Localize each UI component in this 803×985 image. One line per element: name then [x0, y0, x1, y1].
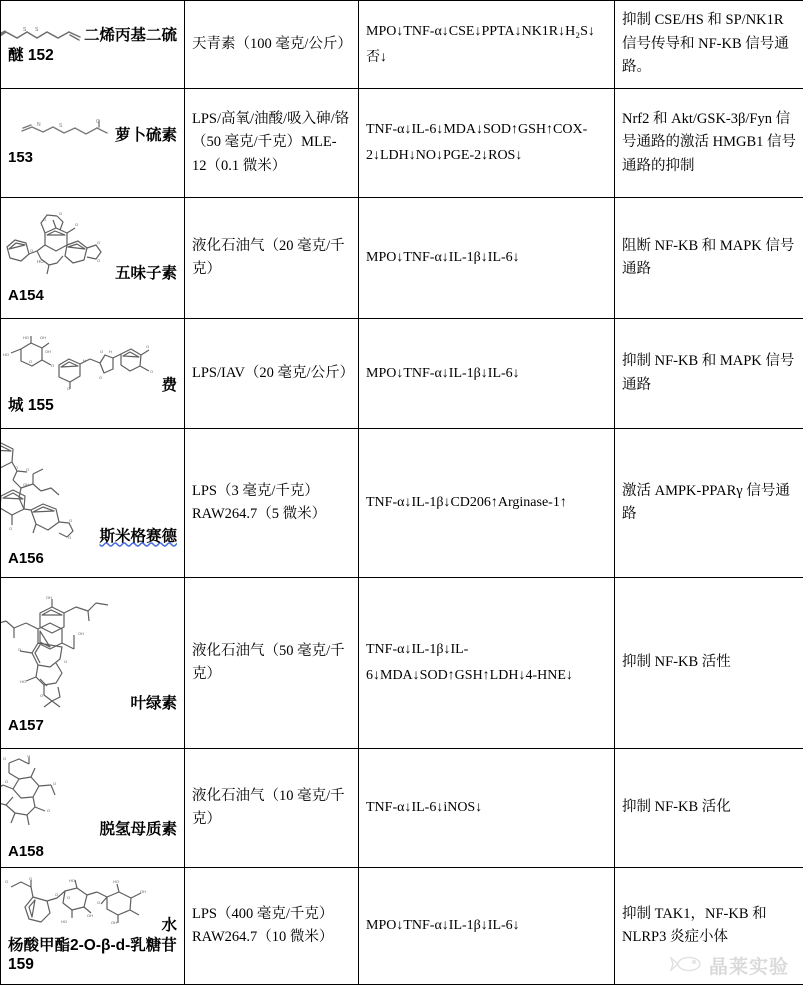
svg-text:O: O [53, 781, 57, 786]
svg-text:O: O [5, 879, 9, 885]
svg-text:N: N [36, 122, 41, 128]
model-cell [185, 578, 359, 749]
markers-cell [359, 578, 615, 749]
compound-name: 萝卜硫素 [114, 126, 177, 144]
markers-cell [359, 868, 615, 985]
svg-text:HO: HO [69, 878, 76, 884]
svg-text:O: O [55, 892, 59, 898]
svg-text:OH: OH [46, 595, 53, 600]
compound-name: 斯米格赛德 [99, 527, 177, 545]
model-text: LPS（3 毫克/千克）RAW264.7（5 微米） [192, 482, 327, 522]
compound-name-continued: 杨酸甲酯2-O-β-d-乳糖苷 159 [8, 937, 177, 973]
svg-text:S: S [58, 123, 63, 129]
model-text: LPS（400 毫克/千克）RAW264.7（10 微米） [192, 905, 334, 945]
table-row [1, 319, 803, 429]
table-row [1, 198, 803, 319]
compound-cell [1, 319, 185, 429]
compound-id: A157 [8, 717, 44, 734]
model-text: LPS/IAV（20 毫克/公斤） [192, 364, 355, 381]
svg-text:O: O [68, 535, 72, 540]
compound-name: 二烯丙基二硫 [83, 26, 177, 44]
svg-text:OH: OH [140, 889, 147, 895]
model-cell [185, 1, 359, 89]
model-text: 天青素（100 毫克/公斤） [192, 35, 352, 52]
model-cell [185, 868, 359, 985]
table-row [1, 749, 803, 868]
svg-text:OH: OH [111, 920, 118, 926]
mechanism-cell [615, 198, 803, 319]
svg-text:OH: OH [45, 349, 52, 355]
markers-text: MPO↓TNF-α↓IL-1β↓IL-6↓ [366, 250, 520, 266]
markers-cell [359, 749, 615, 868]
svg-text:HO: HO [23, 335, 30, 341]
mechanism-cell [615, 89, 803, 198]
compound-cell [1, 578, 185, 749]
svg-text:O: O [74, 222, 79, 227]
mechanism-text: 抑制 NF-ΚB 活性 [622, 654, 731, 671]
svg-text:S: S [22, 27, 27, 34]
svg-text:O: O [15, 465, 19, 470]
sulforaphane-structure [19, 119, 115, 145]
compound-name-italic-part: 2-O-β-d- [70, 937, 131, 955]
compound-id: 153 [8, 149, 34, 166]
svg-text:O: O [29, 877, 33, 882]
svg-text:O: O [96, 240, 101, 245]
markers-cell [359, 319, 615, 429]
methyl-salicylate-lactoside-structure [3, 877, 161, 935]
compound-name: 叶绿素 [130, 694, 177, 712]
svg-text:O: O [67, 386, 71, 392]
svg-text:O: O [100, 349, 104, 355]
markers-cell [359, 1, 615, 89]
chlorophyll-structure [1, 591, 131, 713]
phillyrin-glycoside-structure [1, 331, 161, 395]
svg-text:O: O [95, 119, 100, 125]
svg-text:HO: HO [20, 679, 27, 684]
mechanism-text: Nrf2 和 Akt/GSK-3β/Fyn 信号通路的激活 HMGB1 信号通路的抑制 [622, 110, 797, 174]
compound-cell [1, 749, 185, 868]
table-row [1, 1, 803, 89]
mechanism-text: 阻断 NF-ΚB 和 MAPK 信号通路 [622, 237, 795, 277]
svg-text:O: O [58, 211, 63, 216]
svg-text:O: O [150, 369, 154, 375]
svg-text:HO: HO [36, 259, 44, 264]
markers-text: TNF-α↓IL-1β↓CD206↑Arginase-1↑ [366, 495, 567, 511]
mechanism-text: 抑制 NF-ΚB 和 MAPK 信号通路 [622, 353, 795, 393]
markers-cell [359, 429, 615, 578]
mechanism-cell [615, 749, 803, 868]
compound-cell [1, 1, 185, 89]
compound-id: A158 [8, 843, 44, 860]
compound-cell [1, 198, 185, 319]
svg-text:O: O [27, 755, 31, 758]
compound-name: 脱氢母质素 [99, 820, 177, 838]
mechanism-text: 抑制 TAK1，NF-ΚB 和 NLRP3 炎症小体 [622, 905, 767, 945]
svg-text:O: O [64, 659, 68, 664]
svg-text:OH: OH [78, 631, 85, 636]
markers-cell [359, 89, 615, 198]
svg-text:O: O [26, 467, 30, 472]
svg-text:O: O [99, 375, 103, 381]
svg-text:O: O [96, 258, 101, 263]
svg-text:H: H [83, 358, 87, 364]
svg-text:O: O [29, 248, 34, 253]
model-cell [185, 198, 359, 319]
model-cell [185, 89, 359, 198]
markers-text: TNF-α↓IL-6↓iNOS↓ [366, 800, 483, 816]
compound-name: 水 [161, 916, 177, 934]
svg-text:O: O [146, 344, 150, 350]
table-row [1, 868, 803, 985]
table-body [1, 1, 803, 985]
markers-text: MPO↓TNF-α↓IL-1β↓IL-6↓ [366, 365, 520, 381]
compound-name-continued: 城 155 [8, 397, 54, 415]
svg-text:O: O [5, 779, 9, 784]
markers-text: TNF-α↓IL-1β↓IL-6↓MDA↓SOD↑GSH↑LDH↓4-HNE↓ [366, 642, 573, 683]
mechanism-text: 激活 AMPK-PPARγ 信号通路 [622, 482, 790, 522]
svg-text:O: O [97, 900, 101, 906]
mechanism-text: 抑制 CSE/HS 和 SP/NK1R 信号传导和 NF-ΚB 信号通路。 [622, 12, 789, 76]
schisandrin-b-smigdasede-structure [1, 438, 100, 546]
model-cell [185, 319, 359, 429]
markers-cell [359, 198, 615, 319]
model-cell [185, 429, 359, 578]
svg-text:HO: HO [113, 879, 120, 885]
svg-text:O: O [9, 526, 13, 531]
svg-text:H: H [109, 349, 113, 355]
table-row [1, 429, 803, 578]
table-row [1, 89, 803, 198]
svg-text:HO: HO [61, 919, 68, 925]
diallyl-disulfide-structure [1, 23, 84, 45]
svg-text:O: O [40, 693, 44, 698]
mechanism-text: 抑制 NF-ΚB 活化 [622, 799, 731, 816]
watermark-text: 晶莱实验 [708, 957, 789, 978]
model-text: 液化石油气（10 毫克/千克） [192, 787, 345, 827]
model-text: 液化石油气（50 毫克/千克） [192, 642, 345, 682]
svg-text:S: S [34, 27, 39, 34]
markers-text: MPO↓TNF-α↓CSE↓PPTA↓NK1R↓H₂S↓否↓ [366, 23, 595, 65]
mechanism-cell [615, 319, 803, 429]
svg-text:O: O [18, 647, 22, 652]
svg-text:O: O [29, 359, 33, 365]
compound-id: A156 [8, 550, 44, 567]
table-row [1, 578, 803, 749]
model-text: LPS/高氧/油酸/吸入砷/铬（50 毫克/千克）MLE-12（0.1 微米） [192, 110, 350, 174]
compound-name: 五味子素 [114, 264, 177, 282]
svg-text:O: O [67, 895, 71, 901]
svg-text:HO: HO [3, 352, 10, 358]
mechanism-cell [615, 1, 803, 89]
svg-text:O: O [51, 363, 55, 369]
dehydrocostus-lactone-structure [1, 755, 100, 839]
mechanism-cell [615, 429, 803, 578]
svg-text:OH: OH [40, 335, 47, 341]
compound-cell [1, 429, 185, 578]
svg-text:O: O [69, 518, 73, 523]
svg-text:OH: OH [23, 482, 30, 487]
svg-text:OH: OH [87, 913, 94, 919]
compound-id: A154 [8, 287, 44, 304]
model-text: 液化石油气（20 毫克/千克） [192, 237, 345, 277]
compound-cell [1, 868, 185, 985]
svg-text:O: O [47, 808, 51, 813]
mechanism-cell [615, 868, 803, 985]
compound-cell [1, 89, 185, 198]
markers-text: TNF-α↓IL-6↓MDA↓SOD↑GSH↑COX-2↓LDH↓NO↓PGE-2↓ROS↓ [366, 122, 588, 163]
model-cell [185, 749, 359, 868]
compound-name-continued: 醚 152 [8, 47, 54, 65]
markers-text: MPO↓TNF-α↓IL-1β↓IL-6↓ [366, 918, 520, 934]
mechanism-cell [615, 578, 803, 749]
svg-text:O: O [3, 756, 7, 761]
schisandrin-structure [1, 211, 115, 283]
compound-name: 费 [161, 376, 177, 394]
svg-text:O: O [42, 217, 47, 222]
